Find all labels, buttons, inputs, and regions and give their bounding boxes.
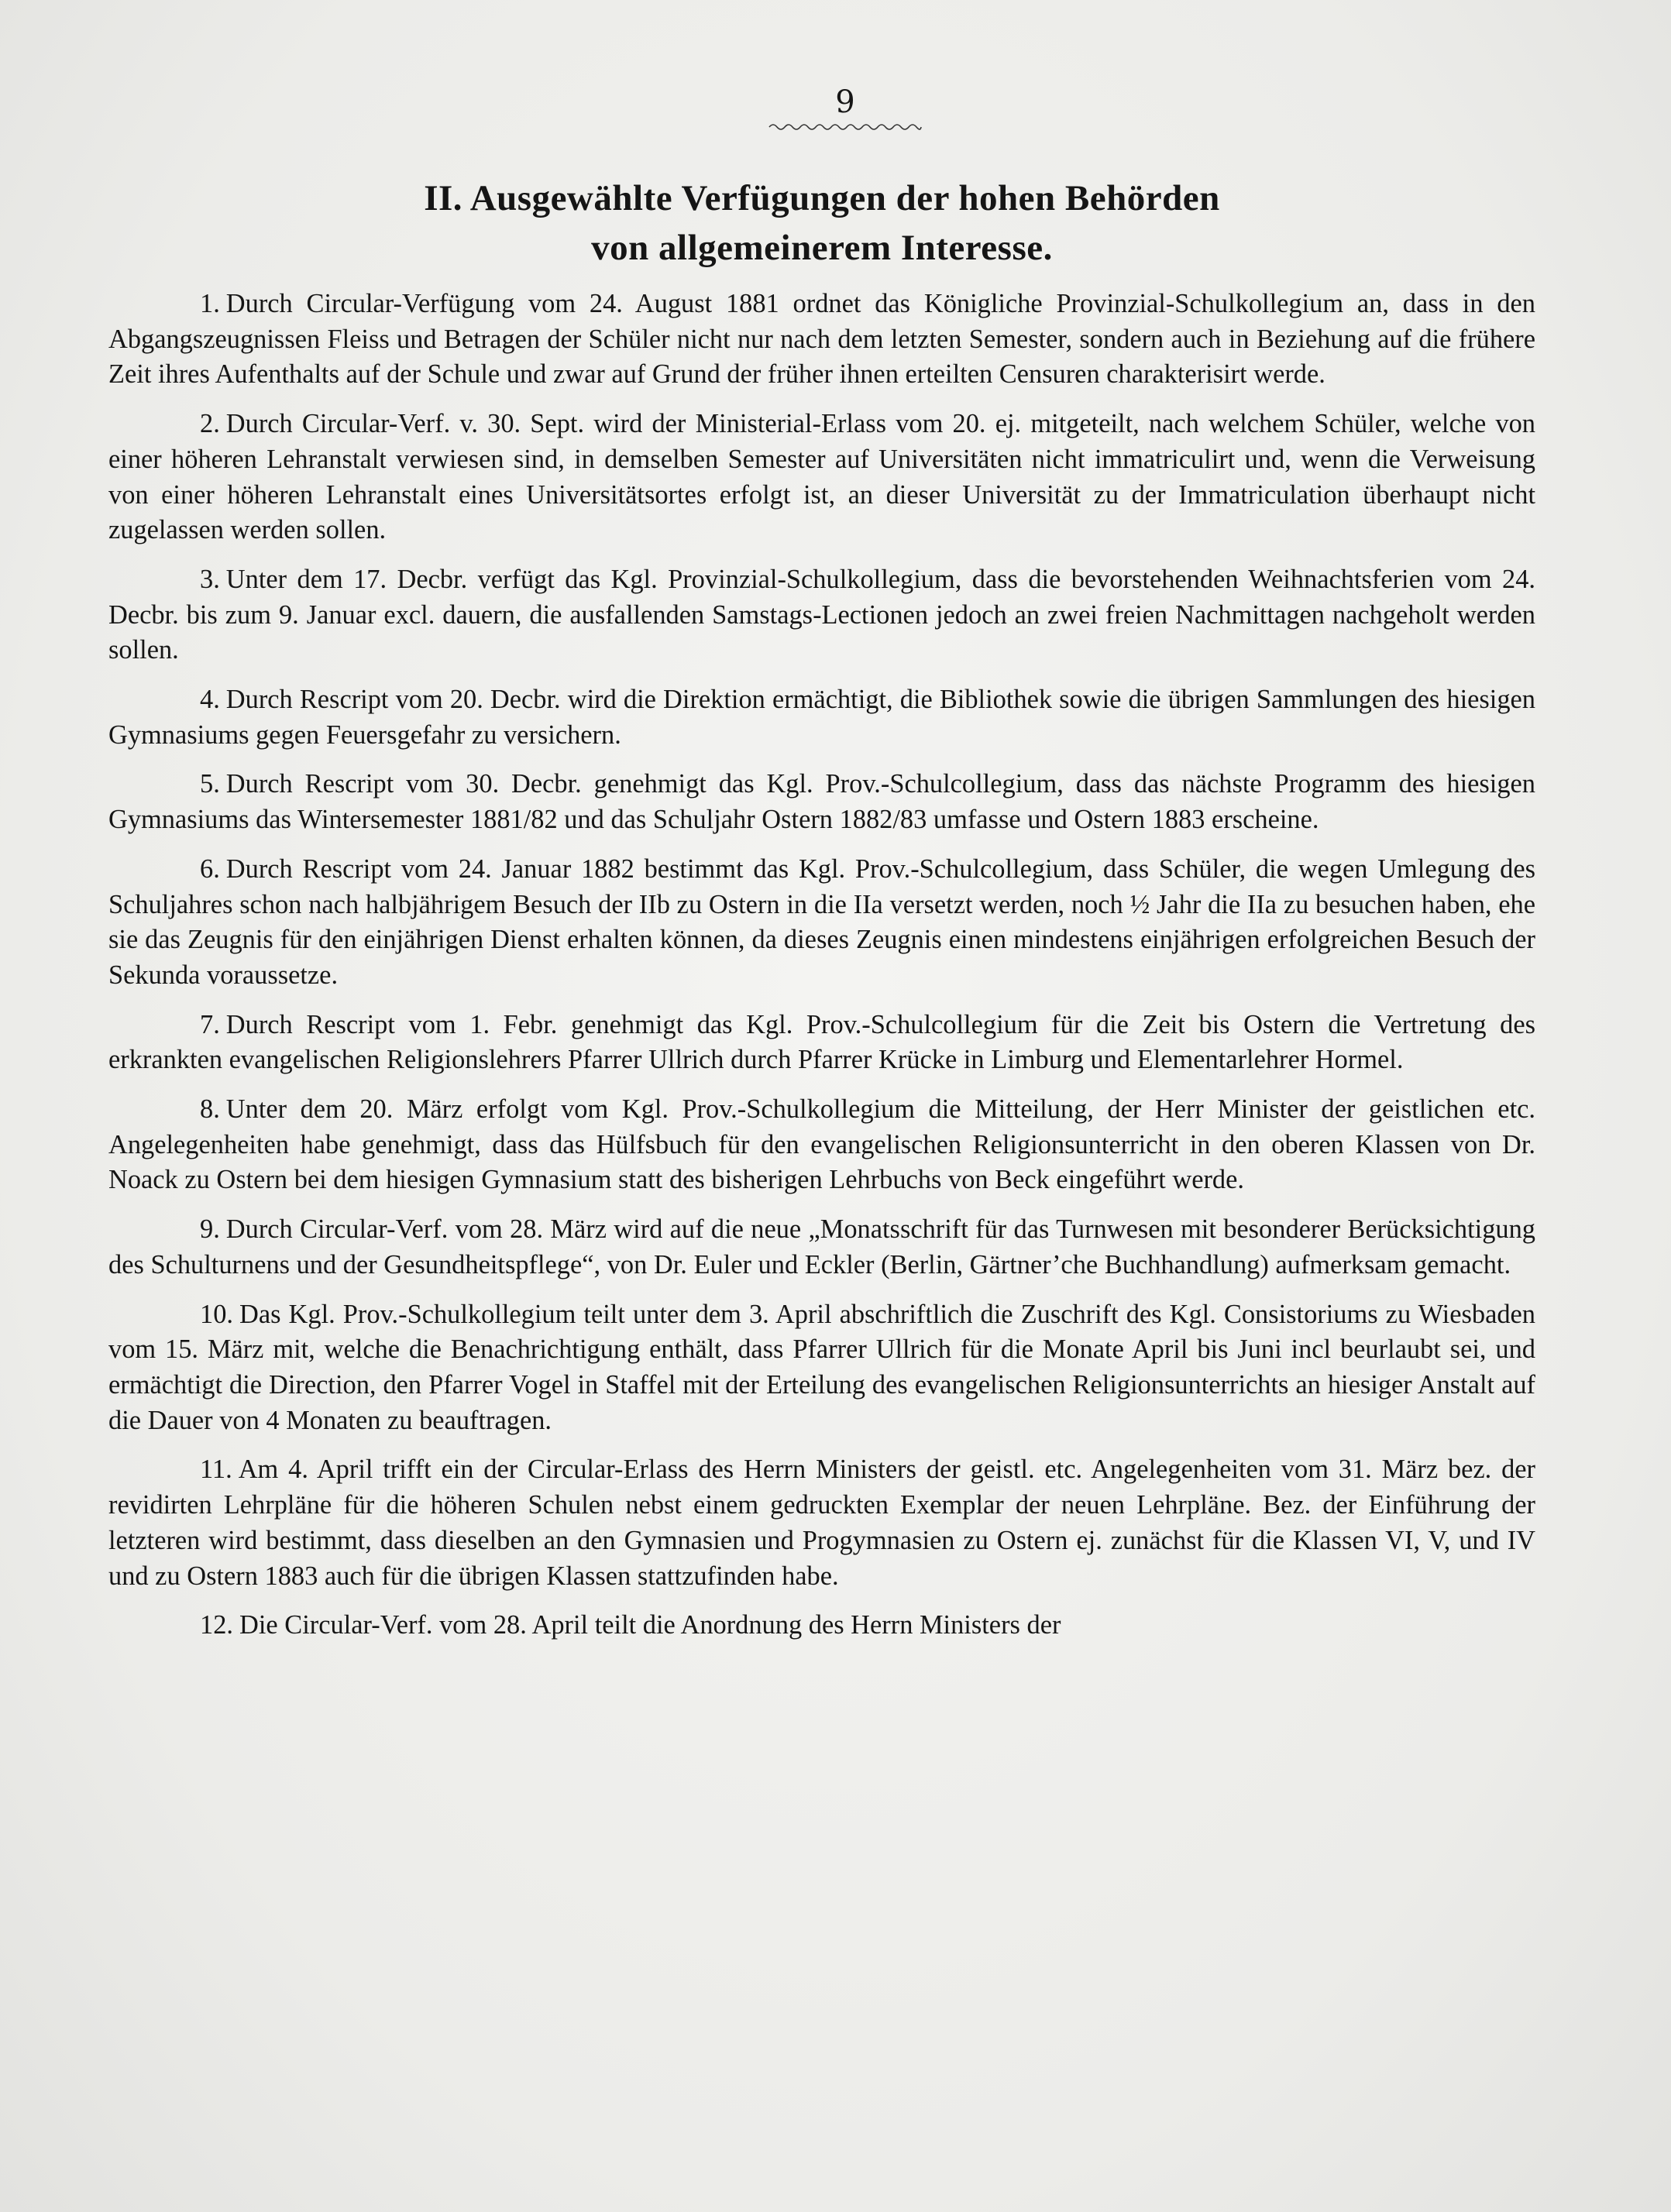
decree-number: 11. [200, 1455, 232, 1485]
decree-number: 2. [200, 409, 220, 439]
decree-text: Durch Circular-Verf. v. 30. Sept. wird der Ministerial-Erlass vom 20. ej. mitgeteilt, nach welchem Schüler, welche von einer höheren Lehranstalt verwiesen sind, in demselben Semester auf Universitäten nicht immatriculirt und, wenn die Verweisung von einer höheren Lehranstalt eines Universitätsortes erfolgt ist, an dieser Universität zu der Immatriculation überhaupt nicht zugelassen werden sollen. [108, 409, 1535, 545]
decree-item [108, 407, 1535, 548]
section-heading [108, 173, 1535, 273]
decree-text: Durch Rescript vom 30. Decbr. genehmigt das Kgl. Prov.-Schulcollegium, dass das nächste Programm des hiesigen Gymnasiums das Wintersemester 1881/82 und das Schuljahr Ostern 1882/83 umfasse und Ostern 1883 erscheine. [108, 769, 1535, 835]
decree-item [108, 1452, 1535, 1594]
decree-item [108, 852, 1535, 994]
section-heading-line-1: II. Ausgewählte Verfügungen der hohen Behörden [424, 178, 1220, 218]
decree-number: 9. [200, 1214, 220, 1245]
decree-number: 5. [200, 769, 220, 799]
decree-number: 1. [200, 289, 220, 318]
decree-number: 7. [200, 1009, 220, 1039]
decree-item [108, 767, 1535, 837]
decree-item [108, 682, 1535, 753]
decree-item [108, 1608, 1535, 1644]
section-heading-line-2: von allgemeinerem Interesse. [591, 228, 1053, 268]
decree-text: Durch Circular-Verfügung vom 24. August 1881 ordnet das Königliche Provinzial-Schulkollegium an, dass in den Abgangszeugnissen Fleiss und Betragen der Schüler nicht nur nach dem letzten Semester, sondern auch in Beziehung auf die frühere Zeit ihres Aufenthalts auf der Schule und zwar auf Grund der früher ihnen erteilten Censuren charakterisirt werde. [108, 289, 1535, 390]
decree-number: 3. [200, 564, 220, 594]
decree-number: 12. [200, 1610, 233, 1640]
decree-number: 6. [200, 854, 220, 884]
decree-item [108, 1008, 1535, 1078]
decree-number: 8. [200, 1094, 220, 1125]
decree-text: Durch Rescript vom 1. Febr. genehmigt das Kgl. Prov.-Schulcollegium für die Zeit bis Ostern die Vertretung des erkrankten evangelischen Religionslehrers Pfarrer Ullrich durch Pfarrer Krücke in Limburg und Elementarlehrer Hormel. [108, 1009, 1535, 1075]
page-number: 9 [835, 84, 855, 120]
decree-item [108, 287, 1535, 393]
decree-item [108, 1212, 1535, 1283]
decree-text: Durch Circular-Verf. vom 28. März wird auf die neue „Monatsschrift für das Turnwesen mit besonderer Berücksichtigung des Schulturnens und der Gesundheitspflege“, von Dr. Euler und Eckler (Berlin, Gärtner’che Buchhandlung) aufmerksam gemacht. [108, 1214, 1535, 1279]
decree-text: Unter dem 17. Decbr. verfügt das Kgl. Provinzial-Schulkollegium, dass die bevorstehenden Weihnachtsferien vom 24. Decbr. bis zum 9. Januar excl. dauern, die ausfallenden Samstags-Lectionen jedoch an zwei freien Nachmittagen nachgeholt werden sollen. [108, 564, 1535, 665]
decree-number: 10. [200, 1299, 233, 1329]
decree-text: Das Kgl. Prov.-Schulkollegium teilt unter dem 3. April abschriftlich die Zuschrift des Kgl. Consistoriums zu Wiesbaden vom 15. März mit, welche die Benachrichtigung enthält, dass Pfarrer Ullrich für die Monate April bis Juni incl beurlaubt sei, und ermächtigt die Direction, den Pfarrer Vogel in Staffel mit der Erteilung des evangelischen Religionsunterrichts an hiesiger Anstalt auf die Dauer von 4 Monaten zu beauftragen. [108, 1299, 1535, 1435]
decree-list [108, 287, 1535, 1644]
wavy-rule-ornament [768, 121, 923, 133]
decree-item [108, 1297, 1535, 1439]
decree-text: Unter dem 20. März erfolgt vom Kgl. Prov.-Schulkollegium die Mitteilung, der Herr Minister der geistlichen etc. Angelegenheiten habe genehmigt, dass das Hülfsbuch für den evangelischen Religionsunterricht in den oberen Klassen von Dr. Noack zu Ostern bei dem hiesigen Gymnasium statt des bisherigen Lehrbuchs von Beck eingeführt werde. [108, 1094, 1535, 1195]
decree-text: Durch Rescript vom 20. Decbr. wird die Direktion ermächtigt, die Bibliothek sowie die übrigen Sammlungen des hiesigen Gymnasiums gegen Feuersgefahr zu versichern. [108, 685, 1535, 750]
decree-text: Durch Rescript vom 24. Januar 1882 bestimmt das Kgl. Prov.-Schulcollegium, dass Schüler, die wegen Umlegung des Schuljahres schon nach halbjährigem Besuch der IIb zu Ostern in die IIa versetzt werden, noch ½ Jahr die IIa zu besuchen haben, ehe sie das Zeugnis für den einjährigen Dienst erhalten können, da dieses Zeugnis einen mindestens einjährigen erfolgreichen Besuch der Sekunda voraussetze. [108, 854, 1535, 990]
decree-item [108, 1092, 1535, 1198]
decree-number: 4. [200, 685, 220, 715]
decree-item [108, 562, 1535, 668]
decree-text: Die Circular-Verf. vom 28. April teilt die Anordnung des Herrn Ministers der [239, 1610, 1061, 1640]
decree-text: Am 4. April trifft ein der Circular-Erlass des Herrn Ministers der geistl. etc. Angelegenheiten vom 31. März bez. der revidirten Lehrpläne für die höheren Schulen nebst einem gedruckten Exemplar der neuen Lehrpläne. Bez. der Einführung der letzteren wird bestimmt, dass dieselben an den Gymnasien und Progymnasien zu Ostern ej. zunächst für die Klassen VI, V, und IV und zu Ostern 1883 auch für die übrigen Klassen stattzufinden habe. [108, 1455, 1535, 1591]
